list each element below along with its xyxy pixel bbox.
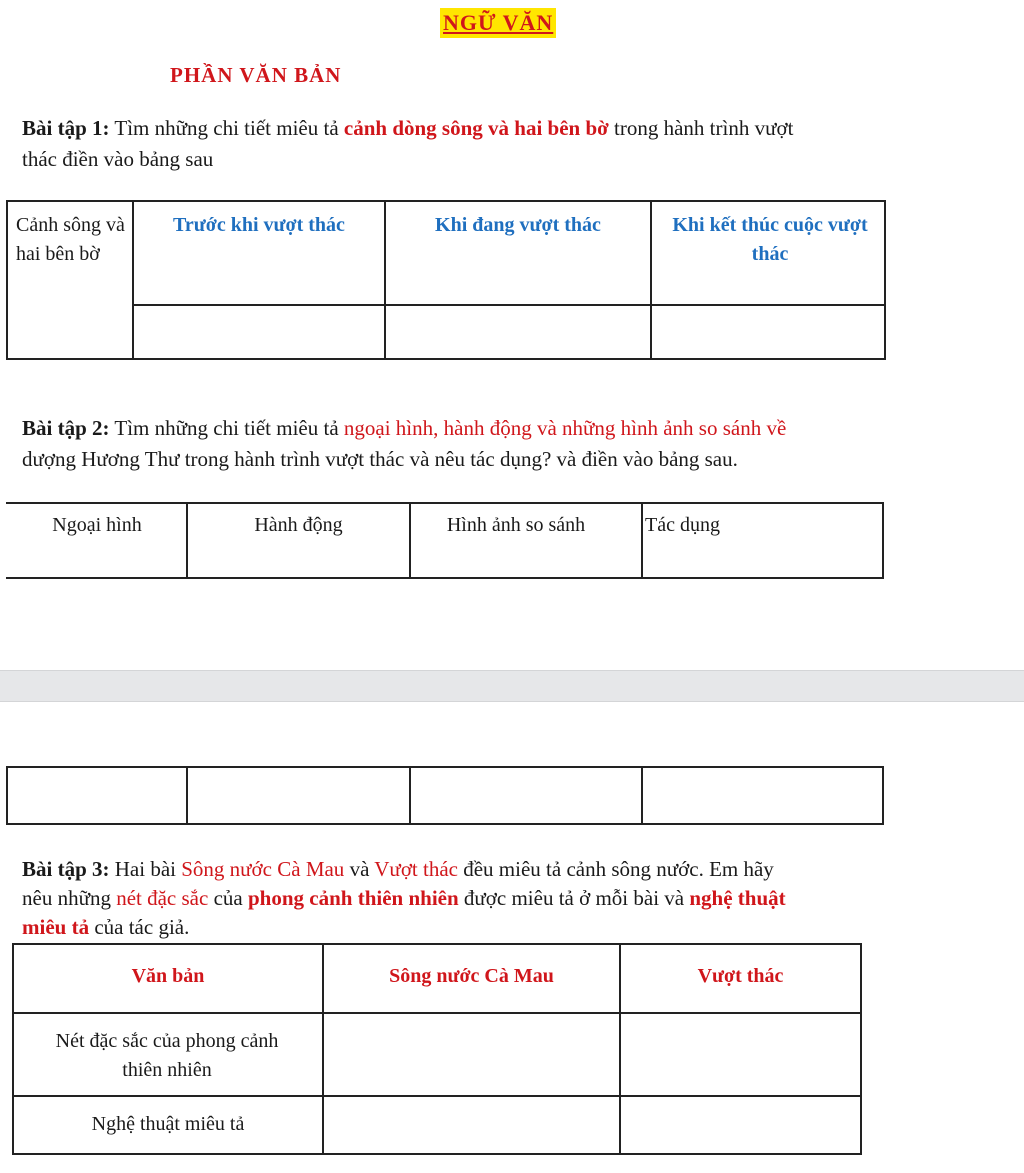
text-run: và xyxy=(344,857,375,881)
exercise-2-label: Bài tập 2: xyxy=(22,416,110,440)
table-border xyxy=(6,200,886,202)
exercise-2-instruction xyxy=(22,413,1017,475)
table-border xyxy=(641,502,643,579)
text-run: được miêu tả ở mỗi bài và xyxy=(458,886,690,910)
column-header: Tác dụng xyxy=(645,514,720,536)
table-border xyxy=(641,766,643,825)
table-border xyxy=(12,1095,862,1097)
highlight-text: Vượt thác xyxy=(374,857,458,881)
table-border xyxy=(132,304,886,306)
page-title: NGỮ VĂN xyxy=(440,8,556,38)
highlight-text: cảnh dòng sông và hai bên bờ xyxy=(343,116,609,140)
text-run: dượng Hương Thư trong hành trình vượt thác và nêu tác dụng? và điền vào bảng sau. xyxy=(22,447,738,471)
column-header: Khi đang vượt thác xyxy=(435,214,601,236)
exercise-3-instruction xyxy=(22,855,1017,942)
table-border xyxy=(6,200,8,360)
highlight-text: phong cảnh thiên nhiên xyxy=(247,886,459,910)
table-border xyxy=(860,943,862,1155)
table-border xyxy=(186,766,188,825)
text-run: của xyxy=(208,886,248,910)
table-border xyxy=(6,766,884,768)
column-header: Hành động xyxy=(254,514,343,536)
text-run: của tác giả. xyxy=(89,915,190,939)
highlight-text: nét đặc sắc xyxy=(116,886,209,910)
text-run: đều miêu tả cảnh sông nước. Em hãy xyxy=(457,857,774,881)
column-header: Ngoại hình xyxy=(52,514,142,536)
table-border xyxy=(6,577,884,579)
text-run: Hai bài xyxy=(109,857,182,881)
exercise-3-label: Bài tập 3: xyxy=(22,857,110,881)
column-header: Văn bản xyxy=(131,965,205,987)
column-header: Trước khi vượt thác xyxy=(173,214,345,236)
table-border xyxy=(650,200,652,360)
table-border xyxy=(6,823,884,825)
column-header: Vượt thác xyxy=(697,965,784,987)
exercise-1-label: Bài tập 1: xyxy=(22,116,110,140)
row-header: Nét đặc sắc của phong cảnh thiên nhiên xyxy=(55,1030,279,1081)
exercise-1-instruction xyxy=(22,113,1012,175)
row-header: Nghệ thuật miêu tả xyxy=(91,1113,245,1135)
table-border xyxy=(882,766,884,825)
text-run: Tìm những chi tiết miêu tả xyxy=(109,116,344,140)
text-run: Tìm những chi tiết miêu tả xyxy=(109,416,344,440)
table-border xyxy=(6,502,884,504)
table-border xyxy=(409,766,411,825)
text-run: thác điền vào bảng sau xyxy=(22,147,214,171)
text-run: trong hành trình vượt xyxy=(608,116,794,140)
page-break xyxy=(0,670,1024,702)
table-border xyxy=(882,502,884,579)
table-border xyxy=(12,1012,862,1014)
section-title: PHẦN VĂN BẢN xyxy=(170,63,342,87)
column-header: Sông nước Cà Mau xyxy=(389,965,554,987)
highlight-text: miêu tả xyxy=(22,915,90,939)
table-border xyxy=(12,943,862,945)
row-header: Cảnh sông và hai bên bờ xyxy=(16,214,125,265)
highlight-text: nghệ thuật xyxy=(689,886,786,910)
highlight-text: Sông nước Cà Mau xyxy=(181,857,345,881)
table-border xyxy=(884,200,886,360)
column-header: Hình ảnh so sánh xyxy=(446,514,586,536)
text-run: nêu những xyxy=(22,886,117,910)
column-header: Khi kết thúc cuộc vượt thác xyxy=(672,214,868,265)
table-border xyxy=(6,766,8,825)
highlight-text: ngoại hình, hành động và những hình ảnh so sánh về xyxy=(343,416,787,440)
table-border xyxy=(6,358,886,360)
table-border xyxy=(12,1153,862,1155)
